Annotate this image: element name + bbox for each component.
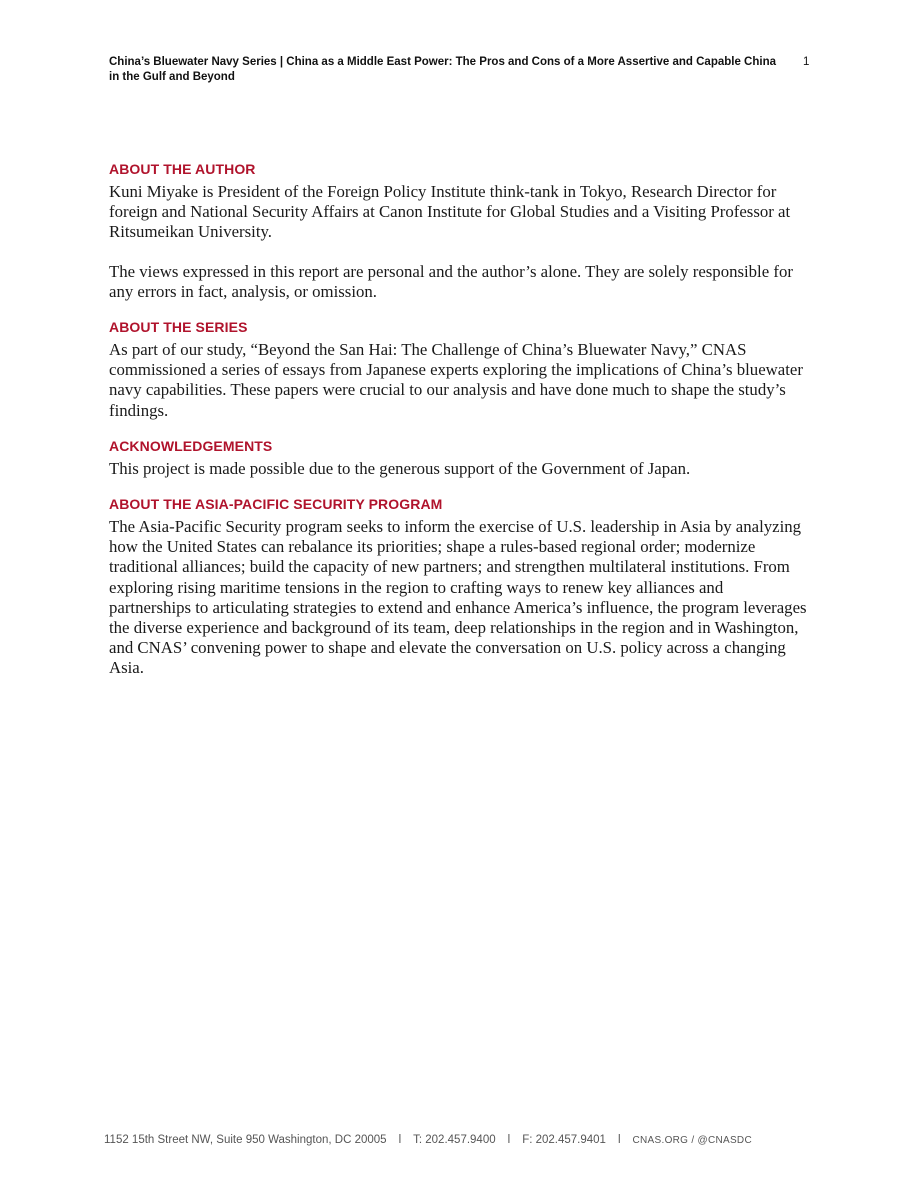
author-bio-paragraph: Kuni Miyake is President of the Foreign Policy Institute think-tank in Tokyo, Research Director for foreign and National Security Affairs at Canon Institute for Global Studies and a Visiting Professor at Ritsumeikan University. [109, 182, 791, 242]
program-heading: ABOUT THE ASIA-PACIFIC SECURITY PROGRAM [109, 496, 443, 513]
footer-website: CNAS.ORG / @CNASDC [632, 1135, 752, 1146]
footer-phone: T: 202.457.9400 [413, 1134, 496, 1146]
footer-address: 1152 15th Street NW, Suite 950 Washington, DC 20005 [104, 1134, 387, 1146]
footer-separator: l [617, 1134, 621, 1146]
page-number: 1 [803, 56, 810, 68]
about-series-section [109, 318, 809, 421]
running-header: China’s Bluewater Navy Series | China as a Middle East Power: The Pros and Cons of a More Assertive and Capable China in the Gulf and Beyond [109, 56, 776, 83]
footer-separator: l [507, 1134, 511, 1146]
program-paragraph: The Asia-Pacific Security program seeks to inform the exercise of U.S. leadership in Asia by analyzing how the United States can rebalance its priorities; shape a rules-based regional order; modernize traditional alliances; build the capacity of new partners; and strengthen multilateral institutions. From exploring rising maritime tensions in the region to crafting ways to renew key alliances and partnerships to articulating strategies to extend and enhance America’s influence, the program leverages the diverse experience and background of its team, deep relationships in the region and in Washington, and CNAS’ convening power to shape and elevate the conversation on U.S. policy across a changing Asia. [109, 517, 807, 678]
about-author-heading: ABOUT THE AUTHOR [109, 161, 256, 177]
footer-separator: l [398, 1134, 402, 1146]
page-footer [104, 1133, 752, 1148]
author-disclaimer-paragraph: The views expressed in this report are personal and the author’s alone. They are solely responsible for any errors in fact, analysis, or omission. [109, 261, 793, 301]
about-series-heading: ABOUT THE SERIES [109, 319, 248, 336]
page-content [109, 160, 809, 679]
acknowledgements-paragraph: This project is made possible due to the generous support of the Government of Japan. [109, 458, 691, 478]
about-author-section [109, 160, 809, 302]
acknowledgements-heading: ACKNOWLEDGEMENTS [109, 437, 273, 454]
program-section [109, 495, 809, 679]
series-paragraph: As part of our study, “Beyond the San Hai: The Challenge of China’s Bluewater Navy,” CNAS commissioned a series of essays from Japanese experts exploring the implications of China’s bluewater navy capabilities. These papers were crucial to our analysis and have done much to shape the study’s findings. [109, 340, 803, 420]
footer-fax: F: 202.457.9401 [522, 1134, 606, 1146]
acknowledgements-section [109, 437, 809, 479]
